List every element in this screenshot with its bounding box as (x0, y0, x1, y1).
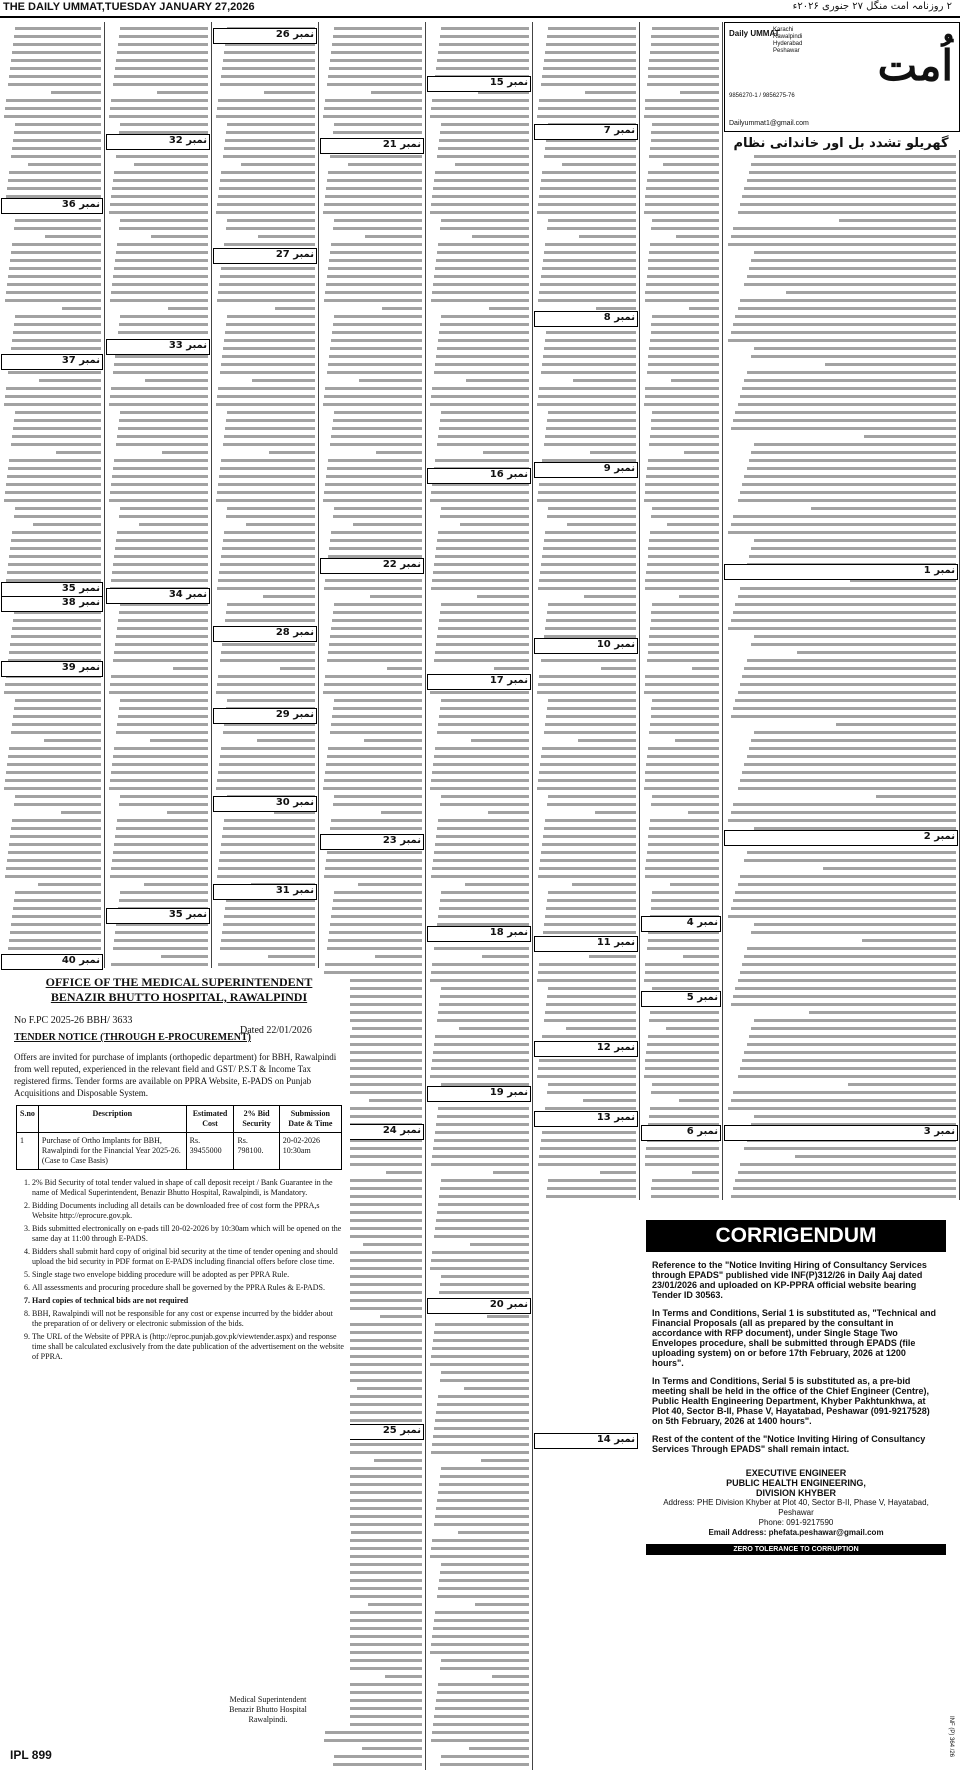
section-header (320, 558, 424, 574)
list-item: 8. BBH, Rawalpindi will not be responsible for any cost or expense incurred by the bidder about the preparation of or delivery or electronic submission of the bids. (32, 1309, 344, 1329)
section-number: نمبر 25 (382, 1425, 421, 1436)
text-column (105, 22, 212, 968)
section-header (106, 134, 210, 150)
section-number: نمبر 19 (489, 1087, 528, 1098)
section-number: نمبر 8 (603, 312, 635, 323)
section-number: نمبر 35 (168, 909, 207, 920)
td-sno: 1 (17, 1133, 39, 1170)
section-header (724, 830, 958, 846)
th-description: Description (38, 1106, 186, 1133)
section-header (641, 991, 721, 1007)
section-number: نمبر 2 (923, 831, 955, 842)
tender-title: TENDER NOTICE (THROUGH E-PROCUREMENT) (14, 1032, 251, 1043)
corrigendum-para-1: Reference to the "Notice Inviting Hiring of Consultancy Services through EPADS" published vide INF(P)312/26 in Daily Aaj dated 23/01/2026 and uploaded on KP-PPRA official website bearing Tender ID 30563. (652, 1260, 927, 1300)
corrigendum-ref: INF (P) 364 /26 (948, 1716, 954, 1758)
tender-terms (32, 1178, 344, 1362)
section-header (320, 138, 424, 154)
section-number: نمبر 22 (382, 559, 421, 570)
section-header (1, 596, 103, 612)
text-column (640, 22, 723, 1200)
corrigendum-phone: Phone: 091-9217590 (758, 1518, 834, 1527)
section-number: نمبر 18 (489, 927, 528, 938)
section-header (213, 248, 317, 264)
column-text-lines (215, 22, 315, 968)
td-description: Purchase of Ortho Implants for BBH, Rawalpindi for the Financial Year 2025-26. (Case to Case Basis) (38, 1133, 186, 1170)
section-header (106, 588, 210, 604)
section-header (534, 638, 638, 654)
th-submission: Submission Date & Time (279, 1106, 341, 1133)
section-header (534, 462, 638, 478)
section-number: نمبر 21 (382, 139, 421, 150)
corrigendum-para-4: Rest of the content of the "Notice Inviting Hiring of Consultancy Services Through EPADS" shall remain intact. (652, 1434, 926, 1454)
section-header (320, 834, 424, 850)
section-header (1, 354, 103, 370)
section-number: نمبر 35 (61, 583, 100, 594)
column-text-lines (108, 22, 208, 968)
section-number: نمبر 33 (168, 340, 207, 351)
column-text-lines (3, 22, 101, 968)
section-number: نمبر 26 (275, 29, 314, 40)
td-submission: 20-02-2026 10:30am (279, 1133, 341, 1170)
td-estimated-cost: Rs. 39455000 (186, 1133, 234, 1170)
tender-table (16, 1105, 342, 1170)
corrigendum-email: Email Address: phefata.peshawar@gmail.com (708, 1528, 884, 1537)
section-number: نمبر 17 (489, 675, 528, 686)
editorial-title: گھریلو تشدد بل اور خاندانی نظام (733, 136, 949, 151)
text-column (212, 22, 319, 968)
list-item: 4. Bidders shall submit hard copy of original bid security at the time of tender opening and should upload the bid security in PDF format on E-PADS including financial offers before close time. (32, 1247, 344, 1267)
masthead-logo: اُمت (877, 41, 953, 90)
signatory-division: DIVISION KHYBER (755, 1488, 836, 1498)
section-header (213, 28, 317, 44)
section-number: نمبر 31 (275, 885, 314, 896)
corrigendum-address: Address: PHE Division Khyber at Plot 40, Sector B-II, Phase V, Hayatabad, Peshawar (663, 1498, 929, 1517)
text-column (533, 22, 640, 1445)
tender-table-header (17, 1106, 342, 1133)
column-text-lines (643, 22, 719, 1200)
tender-notice (8, 975, 350, 1730)
section-header (106, 339, 210, 355)
text-column (723, 150, 960, 1200)
section-number: نمبر 40 (61, 955, 100, 966)
corrigendum-signatory (646, 1468, 946, 1498)
section-header (427, 76, 531, 92)
section-header (641, 1125, 721, 1141)
tender-hospital: BENAZIR BHUTTO HOSPITAL, RAWALPINDI (50, 990, 308, 1004)
section-number: نمبر 23 (382, 835, 421, 846)
list-item: 2. Bidding Documents including all details can be downloaded free of cost form the PPRA,s Website http://eprocure.gov.pk. (32, 1201, 344, 1221)
list-item: 3. Bids submitted electronically on e-pads till 20-02-2026 by 10:30am which will be opened on the same day at 11:00 through E-PADS. (32, 1224, 344, 1244)
corrigendum-notice (646, 1220, 946, 1760)
section-header (106, 908, 210, 924)
corrigendum-footer: ZERO TOLERANCE TO CORRUPTION (646, 1544, 946, 1555)
ipl-code: IPL 899 (10, 1748, 52, 1762)
section-header (213, 626, 317, 642)
list-item: 9. The URL of the Website of PPRA is (http://eproc.punjab.gov.pk/viewtender.aspx) and response time shall be calculated exclusively from the date publication of the advertisement on the website of PPRA. (32, 1332, 344, 1362)
section-number: نمبر 32 (168, 135, 207, 146)
section-number: نمبر 5 (686, 992, 718, 1003)
list-item: 7. Hard copies of technical bids are not required (32, 1296, 344, 1306)
section-header (724, 1125, 958, 1141)
text-column (426, 22, 533, 1770)
section-number: نمبر 12 (596, 1042, 635, 1053)
th-sno: S.no (17, 1106, 39, 1133)
section-header (427, 1298, 531, 1314)
page-header (0, 0, 960, 18)
section-number: نمبر 27 (275, 249, 314, 260)
masthead-small-title: Daily UMMAT (729, 29, 780, 38)
section-header (724, 564, 958, 580)
section-header (427, 926, 531, 942)
section-number: نمبر 10 (596, 639, 635, 650)
section-header (213, 884, 317, 900)
section-header (427, 468, 531, 484)
th-bid-security: 2% Bid Security (234, 1106, 279, 1133)
section-header (534, 1433, 638, 1449)
section-header (534, 311, 638, 327)
section-header (534, 124, 638, 140)
tender-office: OFFICE OF THE MEDICAL SUPERINTENDENT (45, 975, 313, 989)
column-text-lines (429, 22, 529, 1770)
section-header (213, 708, 317, 724)
corrigendum-para-3: In Terms and Conditions, Serial 5 is substituted as, a pre-bid meeting shall be held in the office of the Chief Engineer (Centre), Public Health Engineering Department, Khyber Pakhtunkhwa, at Plot 40, Sector B-II, Phase V, Hayatabad, Peshawar (091-9217528) on 5th February, 2026 at 1400 hours". (652, 1376, 930, 1426)
section-number: نمبر 13 (596, 1112, 635, 1123)
section-header (427, 674, 531, 690)
section-number: نمبر 38 (61, 597, 100, 608)
section-number: نمبر 24 (382, 1125, 421, 1136)
section-number: نمبر 3 (923, 1126, 955, 1137)
list-item: 6. All assessments and procuring procedure shall be governed by the PPRA Rules & E-PADS. (32, 1283, 344, 1293)
section-number: نمبر 36 (61, 199, 100, 210)
list-item: 5. Single stage two envelope bidding procedure will be adopted as per PPRA Rule. (32, 1270, 344, 1280)
section-number: نمبر 1 (923, 565, 955, 576)
section-number: نمبر 20 (489, 1299, 528, 1310)
masthead-phones: 9856270-1 / 9856275-76 (729, 93, 795, 99)
masthead-cities: Karachi Rawalpindi Hyderabad Peshawar (773, 27, 803, 54)
section-header (534, 1041, 638, 1057)
section-header (1, 954, 103, 970)
tender-signature: Medical Superintendent Benazir Bhutto Hospital Rawalpindi. (229, 1695, 307, 1724)
signatory-title: EXECUTIVE ENGINEER (745, 1468, 847, 1478)
column-text-lines (726, 150, 956, 1200)
header-date-urdu: ۲ روزنامہ امت منگل ۲۷ جنوری ۲۰۲۶ء (792, 1, 952, 12)
tender-number: No F.PC 2025-26 BBH/ 3633 (14, 1015, 133, 1026)
section-header (641, 916, 721, 932)
section-header (534, 936, 638, 952)
tender-date: Dated 22/01/2026 (240, 1025, 312, 1036)
section-number: نمبر 11 (596, 937, 635, 948)
section-number: نمبر 15 (489, 77, 528, 88)
section-number: نمبر 39 (61, 662, 100, 673)
section-header (534, 1111, 638, 1127)
signatory-dept: PUBLIC HEALTH ENGINEERING, (726, 1478, 866, 1488)
section-number: نمبر 9 (603, 463, 635, 474)
text-column (0, 22, 105, 968)
section-header (1, 661, 103, 677)
section-number: نمبر 37 (61, 355, 100, 366)
section-header (1, 198, 103, 214)
table-row (17, 1133, 342, 1170)
header-date-english: THE DAILY UMMAT,TUESDAY JANUARY 27,2026 (3, 1, 255, 13)
section-header (427, 1086, 531, 1102)
section-number: نمبر 29 (275, 709, 314, 720)
section-header (213, 796, 317, 812)
section-number: نمبر 28 (275, 627, 314, 638)
th-estimated-cost: Estimated Cost (186, 1106, 234, 1133)
section-number: نمبر 6 (686, 1126, 718, 1137)
section-number: نمبر 7 (603, 125, 635, 136)
td-bid-security: Rs. 798100. (234, 1133, 279, 1170)
section-number: نمبر 14 (596, 1434, 635, 1445)
column-text-lines (536, 22, 636, 1200)
section-number: نمبر 4 (686, 917, 718, 928)
list-item: 1. 2% Bid Security of total tender valued in shape of call deposit receipt / Bank Guarantee in the name of Medical Superintendent, Benazir Bhutto Hospital, Rawalpindi, is Mandatory. (32, 1178, 344, 1198)
section-number: نمبر 16 (489, 469, 528, 480)
corrigendum-title: CORRIGENDUM (646, 1220, 946, 1252)
tender-intro: Offers are invited for purchase of implants (orthopedic department) for BBH, Rawalpindi from well reputed, experienced in the relevant field and GST/ P.S.T & Income Tax registered firms. Tender forms are available on PPRA Website, E-PADS on Punjab Acquisitions and Disposable System. (14, 1052, 337, 1098)
section-number: نمبر 30 (275, 797, 314, 808)
masthead-email: Dailyummat1@gmail.com (729, 120, 809, 127)
masthead (724, 22, 960, 132)
corrigendum-para-2: In Terms and Conditions, Serial 1 is substituted as, "Technical and Financial Proposals (all as prepared by the consultant in accordance with RFP document), under Single Stage Two Envelopes procedure, shall be submitted through EPADS (file uploading system) on or before 17th February, 2026 at 1200 hours". (652, 1308, 936, 1368)
section-number: نمبر 34 (168, 589, 207, 600)
